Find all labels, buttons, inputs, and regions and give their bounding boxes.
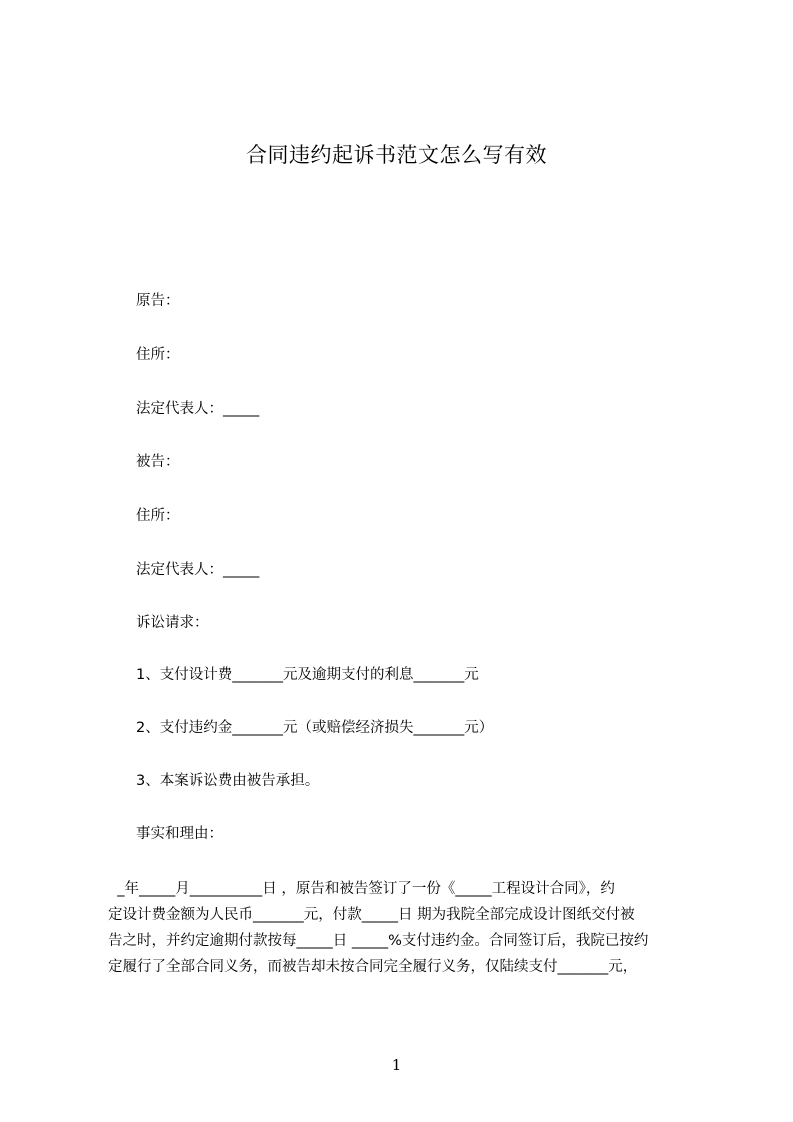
paragraph-line: 定履行了全部合同义务，而被告却未按合同完全履行义务，仅陆续支付_______元， [108, 959, 638, 975]
plaintiff-address-label: 住所： [136, 347, 180, 363]
paragraph-line: 定设计费金额为人民币_______元，付款_____日 期为我院全部完成设计图纸交付被 [108, 907, 635, 923]
claim-item-2: 2、支付违约金_______元（或赔偿经济损失_______元） [136, 720, 494, 736]
page-number: 1 [391, 1056, 402, 1074]
document-title: 合同违约起诉书范文怎么写有效 [246, 143, 547, 167]
defendant-address-label: 住所： [136, 508, 180, 524]
paragraph-line: 告之时，并约定逾期付款按每_____日 _____%支付违约金。合同签订后，我院已按约 [108, 933, 649, 949]
claim-item-1: 1、支付设计费_______元及逾期支付的利息_______元 [136, 667, 479, 683]
facts-paragraph [108, 876, 698, 980]
plaintiff-representative-label: 法定代表人：_____ [136, 401, 260, 417]
facts-heading: 事实和理由： [136, 826, 223, 842]
claim-item-3: 3、本案诉讼费由被告承担。 [136, 773, 320, 789]
defendant-representative-label: 法定代表人：_____ [136, 562, 260, 578]
defendant-label: 被告： [136, 454, 180, 470]
paragraph-line: _年_____月__________日 ，原告和被告签订了一份《_____工程设计合同》，约 [108, 881, 615, 897]
claims-heading: 诉讼请求： [136, 615, 209, 631]
plaintiff-label: 原告： [136, 293, 180, 309]
